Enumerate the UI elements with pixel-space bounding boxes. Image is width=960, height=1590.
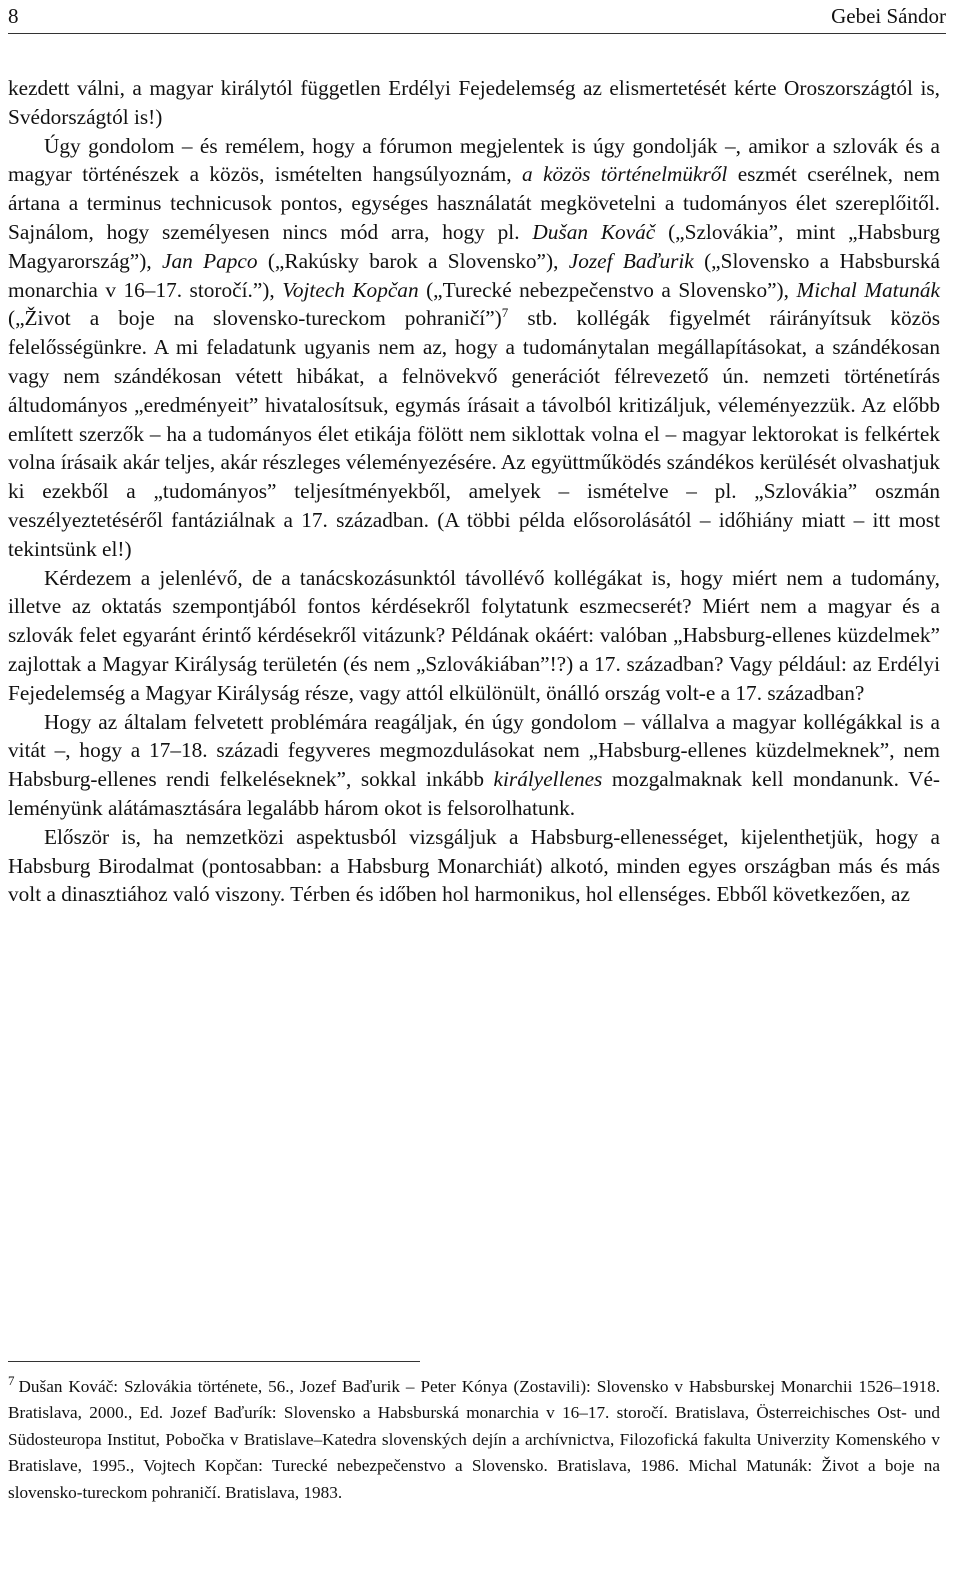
page-header	[8, 4, 946, 30]
italic-text: a közös történelmükről	[522, 162, 728, 187]
footnote-separator	[8, 1361, 420, 1362]
text-run: eszmét cserélnek, nem ártana a terminus technicusok pontos, egységes használatát megkövetelni a tudományos élet szereplőitől. Sajnálom, hogy személyesen nincs mód arra, hogy pl.	[8, 162, 940, 244]
text-run: stb. kollégák figyelmét ráirányítsuk közös felelősségünkre. A mi feladatunk ugyanis nem az, hogy a tudománytalan megállapításokat, a szándékosan vagy nem szándékosan vétett hibákat, a felnövekvő generációt félrevezető ún. nemzeti történetírás áltudományos „eredményeit” hivatalosítsuk, egymás írásait a távolból kritizáljuk, véleményezzük. Az előbb említett szerzők – ha a tudományos élet etikája fölött nem siklottak volna el – magyar lektorokat is felkértek volna írásaik akár teljes, akár részleges véleményezésére. Az együttműködés szándékos kerülését olvashatjuk ki ezekből a „tudományos” teljesítményekből, amelyek – ismételve – pl. „Szlovákia” oszmán veszélyeztetéséről fantáziálnak a 17. században. (A többi példa elősorolásától – időhiány miatt – itt most tekintsünk el!)	[8, 306, 941, 561]
running-author: Gebei Sándor	[831, 4, 946, 28]
body-text	[8, 74, 940, 909]
paragraph	[8, 708, 940, 823]
footnote	[8, 1374, 940, 1506]
italic-text: Jozef Baďurik	[568, 248, 694, 273]
text-run: („Život a boje na slovensko-tureckom pohraničí”)	[8, 306, 502, 331]
text-run: Úgy gondolom – és remélem, hogy a fórumon megjelentek is úgy gondolják –, amikor a szlovák és a magyar történészek a közös, ismételten hangsúlyoznám,	[8, 133, 940, 187]
italic-text: Jan Papco	[162, 248, 258, 273]
text-run: Hogy az általam felvetett problémára reagáljak, én úgy gondolom – vállalva a magyar kollégákkal is a vitát –, hogy a 17–18. századi fegyveres megmozdulásokat nem „Habsburg-ellenes küzdelmeknek”, nem Habsburg-ellenes rendi felkeléseknek”, sokkal inkább	[8, 709, 940, 792]
text-run: mozgalmaknak kell mondanunk. Véleményünk alátámasztására legalább három okot is felsorolhatunk.	[8, 767, 940, 820]
text-run: („Szlovákia”, mint „Habsburg Magyarország”),	[8, 219, 940, 273]
text-run: („Slovensko a Habsburská monarchia v 16–17. storočí.”),	[8, 248, 940, 302]
paragraph	[8, 564, 940, 708]
text-run: („Rakúsky barok a Slovensko”),	[257, 248, 569, 273]
text-run: („Turecké nebezpečenstvo a Slovensko”),	[418, 277, 797, 302]
text-run: kezdett válni, a magyar királytól független Erdélyi Fejedelemség az elismertetését kérte Oroszországtól is, Svédországtól is!)	[8, 76, 940, 129]
footnote-number: 7	[8, 1373, 15, 1389]
text-run: Kérdezem a jelenlévő, de a tanácskozásunktól távollévő kollégákat is, hogy miért nem a tudomány, illetve az oktatás szempontjából fontos kérdésekről folytatunk eszmecserét? Miért nem a magyar és a szlovák felet egyaránt érintő kérdésekről vitázunk? Példának okáért: valóban „Habsburg-ellenes küzdelmek” zajlottak a Magyar Királyság területén (és nem „Szlovákiában”!?) a 17. században? Vagy például: az Erdélyi Fejedelemség a Magyar Királyság része, vagy attól elkülönült, önálló ország volt-e a 17. században?	[8, 565, 940, 705]
text-run: Először is, ha nemzetközi aspektusból vizsgáljuk a Habsburg-ellenességet, kijelenthetjük, hogy a Habsburg Birodalmat (pontosabban: a Habsburg Monarchiát) alkotó, minden egyes országban más és más volt a dinasztiához való viszony. Térben és időben hol harmonikus, hol ellenséges. Ebből következően, az	[8, 824, 940, 907]
footnote-reference: 7	[501, 305, 509, 321]
paragraph	[8, 132, 940, 564]
italic-text: királyellenes	[493, 767, 603, 792]
italic-text: Michal Matunák	[796, 277, 940, 302]
paragraph	[8, 74, 940, 132]
paragraph	[8, 823, 940, 909]
footnote-text: Dušan Kováč: Szlovákia története, 56., Jozef Baďurik – Peter Kónya (Zostavili): Slovensko v Habsburskej Monarchii 1526–1918. Bratislava, 2000., Ed. Jozef Baďurík: Slovensko a Habsburská monarchia v 16–17. storočí. Bratislava, Österreichisches Ost- und Südosteuropa Institut, Pobočka v Bratislave–Katedra slovenských dejín a archívnictva, Filozofická fakulta Univerzity Komenského v Bratislave, 1995., Vojtech Kopčan: Turecké nebezpečenstvo a Slovensko. Bratislava, 1986. Michal Matunák: Život a boje na slovensko-tureckom pohraničí. Bratislava, 1983.	[8, 1377, 940, 1502]
italic-text: Vojtech Kopčan	[282, 277, 419, 302]
page-number: 8	[8, 4, 19, 28]
italic-text: Dušan Kováč	[532, 219, 656, 244]
header-rule	[8, 33, 946, 34]
